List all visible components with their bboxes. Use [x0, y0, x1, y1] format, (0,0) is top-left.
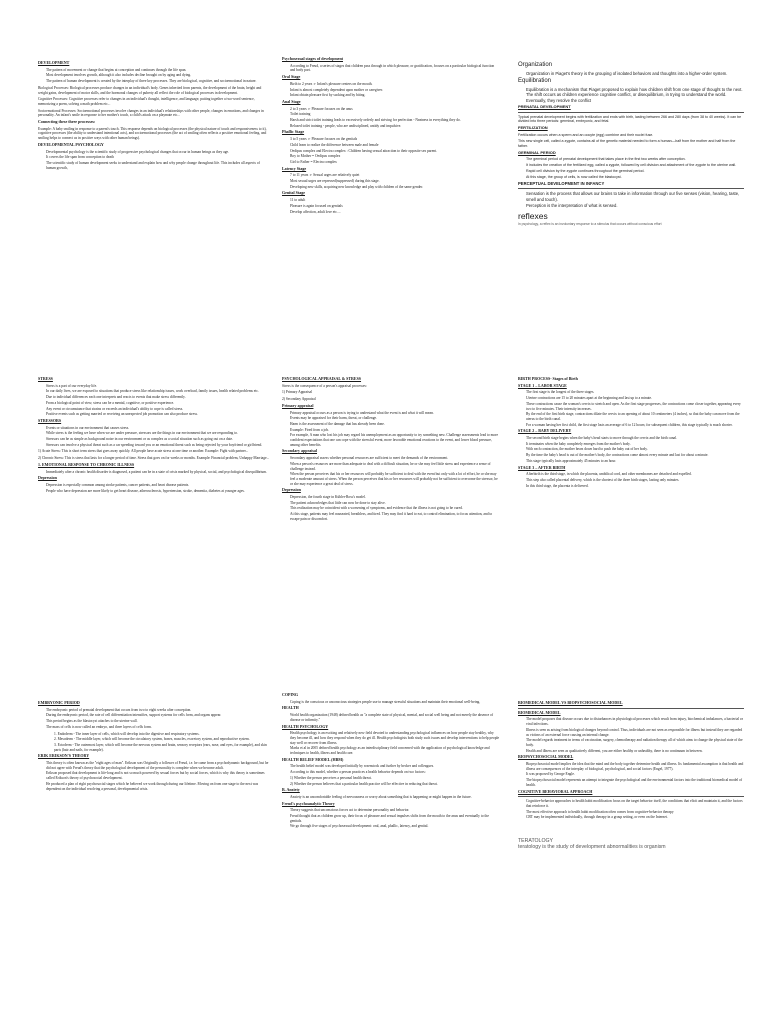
paragraph: Cognitive Processes: Cognitive processes refer to changes in an individual's thought, intelligence, and language, putting together a two-word sentence, memorizing a poem, solving a math problem etc...	[38, 97, 255, 106]
list-item: • This realization may be coincident with a worsening of symptoms, and evidence that the illness is not going to be cured.	[290, 506, 500, 511]
list-item: • Depression is especially common among stroke patients, cancer patients, and heart disease patients.	[46, 483, 270, 488]
heading-secondary-appraisal: Secondary appraisal	[282, 448, 318, 454]
list-item: • 2 to 3 years ➢ Pleasure focuses on the anus	[290, 107, 500, 112]
list-item: • Harsh and strict toilet training leads to excessively orderly and striving for perfection - Neatness in everything they do.	[290, 118, 500, 123]
list-item: • Most development involves growth, although it also includes decline brought on by aging and dying.	[46, 73, 270, 78]
list-item: • Harm is the assessment of the damage that has already been done.	[290, 422, 500, 427]
list-item: • Equilibration is a mechanism that Piaget proposed to explain how children shift from one stage of thought to the next. The shift occurs as children experience cognitive conflict, or disequilibrium, in trying to understand the world. Eventually, they resolve the conflict	[526, 87, 744, 103]
list	[282, 713, 500, 722]
list	[38, 761, 270, 791]
paragraph: In psychology, a reflex is an involuntary response to a stimulus that occurs without conscious effort	[518, 222, 662, 227]
heading-cognitive-behavioral: COGNITIVE BEHAVIORAL APPROACH	[518, 788, 593, 794]
list	[518, 71, 744, 76]
list-item: • 11 to adult	[290, 198, 500, 203]
list-item: 2. Mesoderm - The middle layer, which will become the circulatory system, bones, muscles, excretory system, and reproductive system.	[54, 737, 250, 742]
list-item: • For a woman having her first child, the first stage lasts an average of 6 to 12 hours; for subsequent children, this stage typically is much shorter.	[526, 423, 744, 428]
list-item: • Stress is a part of our everyday life.	[46, 384, 270, 389]
panel-psychosexual	[282, 56, 500, 356]
list	[518, 472, 744, 488]
list-item: • The germinal period of prenatal development that takes place in the first two weeks after conception.	[526, 157, 744, 162]
list	[38, 150, 270, 171]
list-item: • At this stage, patients may feel nauseated, breathless, and tired. They may find it hard to eat, to control elimination, to focus attention, and to escape pain or discomfort.	[290, 512, 500, 521]
heading-hbm: HEALTH BELIEF MODEL (HBM)	[282, 756, 344, 762]
heading-primary-appraisal: Primary appraisal	[282, 402, 314, 408]
panel-coping-health	[282, 692, 500, 1012]
paragraph: 1) Acute Stress: This is short term stress that goes away quickly. All people have acute stress at one time or another. Example: Fight with partner...	[38, 449, 249, 454]
list-item: • At this stage, the group of cells, is now called the blastocyst.	[526, 175, 744, 180]
heading-depression: Depression	[38, 475, 57, 481]
list	[38, 426, 270, 448]
list-item: • The pattern of human development is created by the interplay of three key processes. They are biological, cognitive, and socioemotional in nature.	[46, 79, 270, 84]
list-item: • The model regards treatment in terms of vaccination, surgery, chemotherapy and radiation therapy all of which aims to change the physical state of the body.	[526, 738, 744, 747]
list-item: • Uterine contractions are 15 to 20 minutes apart at the beginning and last up to a minute.	[526, 396, 744, 401]
list-layers	[38, 732, 270, 753]
list-item: • Afterbirth is the third stage, in which the placenta, umbilical cord, and other membranes are detached and expelled.	[526, 472, 744, 477]
list-item: • Developing new skills, acquiring new knowledge and play with children of the same gender.	[290, 185, 500, 190]
list-item: • Infant is almost completely dependent upon mother or caregiver.	[290, 88, 500, 93]
list-item: • By the end of the first birth stage, contractions dilate the cervix to an opening of about 10 centimeters (4 inches), so that the baby can move from the uterus to the birth canal.	[526, 412, 744, 421]
paragraph-teratology: teratology is the study of development abnormalities is organism	[518, 844, 666, 851]
list	[282, 456, 500, 486]
list	[518, 157, 744, 179]
heading-anal: Anal Stage	[282, 98, 301, 104]
heading-perceptual: PERCEPTUAL DEVELOPMENT IN INFANCY	[518, 181, 605, 187]
list	[282, 764, 500, 786]
paragraph: Biological Processes: Biological processes produce changes in an individual's body. Genes inherited from parents, the development of the brain, height and weight gains, development of motor skills, and the hormonal changes of puberty all reflect the role of biological processes in development.	[38, 85, 262, 95]
list-item: 3. Ectoderm - The outermost layer, which will become the nervous system and brain, sensory receptors (ears, nose, and eyes, for example), and skin parts (hair and nails, for example).	[54, 742, 267, 752]
list-item: • Primary appraisal occurs as a person is trying to understand what the event is and what it will mean.	[290, 411, 500, 416]
heading-stage-2: STAGE 2 – BABY DELIVERY	[518, 428, 572, 434]
heading-emotional-response: 1. EMOTIONAL RESPONSE TO CHRONIC ILLNESS	[38, 461, 135, 467]
list-item: • Developmental psychology is the scientific study of progressive psychological changes that occur in human beings as they age.	[46, 150, 270, 155]
heading-phallic: Phallic Stage	[282, 129, 305, 135]
heading-reflexes: reflexes	[518, 211, 548, 222]
list	[282, 795, 500, 800]
heading-genital: Genital Stage	[282, 190, 305, 196]
panel-piaget-prenatal	[518, 60, 744, 350]
list	[282, 82, 500, 98]
divider	[518, 796, 744, 797]
heading-stress: STRESS	[38, 376, 53, 381]
list-item: • Immediately after a chronic health disorder is diagnosed, a patient can be in a state of crisis marked by physical, social, and psychological disequilibrium.	[46, 470, 270, 475]
panel-development	[38, 60, 270, 350]
list-item: • The scientific study of human development seeks to understand and explain how and why people change throughout life. This includes all aspects of human growth,	[46, 161, 270, 170]
list-item: • 2) Whether the person believes that a particular health practice will be effective in reducing that threat.	[290, 782, 500, 787]
paragraph: 1) Primary Appraisal	[282, 390, 313, 395]
list	[518, 191, 744, 208]
list-item: • Most sexual urges are repressed(suppressed) during this stage.	[290, 179, 500, 184]
list-item: • In this third stage, the placenta is delivered.	[526, 484, 744, 489]
list-item: • Pleasure is again focused on genitals	[290, 204, 500, 209]
heading-teratology: TERATOLOGY	[518, 838, 553, 845]
list-item: • Events or situations in our environment that causes stress.	[46, 426, 270, 431]
list-item: • With each contraction, the mother bears down hard to push the baby out of her body.	[526, 447, 744, 452]
paragraph: Typical prenatal development begins with fertilization and ends with birth, lasting between 266 and 280 days (from 38 to 40 weeks). It can be divided into three periods: germinal, embryonic, and fetal.	[518, 114, 742, 124]
heading-stressors: STRESSORS	[38, 417, 62, 423]
subheading: Connecting these three processes:	[38, 119, 96, 125]
list-item: • CBT may be implemented individually, through therapy in a group setting, or even on the Internet.	[526, 815, 744, 820]
list-item: • For example, A man who lost his job may regard his unemployment as an opportunity to try something new. Challenge assessments lead to more confident expectations that one can cope with the stressful event, more favorable emotional reactions to the event, and lower blood pressure, among other benefits.	[290, 433, 500, 447]
heading-erikson: ERIK ERIKSON'S THEORY	[38, 753, 90, 759]
list-item: • Sensation is the process that allows our brains to take in information through our five senses (vision, hearing, taste, smell and touch).	[526, 191, 744, 201]
list-item: • The model proposes that disease occurs due to disturbances in physiological processes which result from injury, biochemical imbalances, a bacterial or viral infections.	[526, 717, 744, 726]
list	[282, 137, 500, 165]
list-item: • He produced a plan of eight psychosocial stages which he believed we work through during our lifetime. Moving on from one stage to the next was dependent on the individual resolving a personal, developmental crisis.	[46, 782, 270, 791]
list-item: • According to Freud, a series of stages that children pass through in which pleasure, or gratification, focuses on a particular biological function and body part.	[290, 64, 500, 73]
list-item: • Birth to 2 years ➢ Infant's pleasure centers on the mouth.	[290, 82, 500, 87]
list-item: • While stress is the feeling we have when we are under pressure, stressors are the things in our environment that we are responding to.	[46, 431, 270, 436]
heading-germinal: GERMINAL PERIOD	[518, 149, 556, 155]
list-item: • The biopsychosocial model represents an attempt to integrate the psychological and the environmental factors into the traditional biomedical model of health.	[526, 778, 744, 787]
heading-developmental-psychology: DEVELOPMENTAL PSYCHOLOGY	[38, 141, 104, 147]
heading-models: BIOMEDICAL MODEL VS BIOPSYCHOSOCIAL MODEL	[518, 700, 623, 705]
list-item: • Illness is seen as arising from biological changes beyond control. Thus, individuals are not seen as responsible for illness but instead they are regarded as victims of an external force causing an internal change.	[526, 728, 744, 737]
list-item: • Coping is the conscious or unconscious strategies people use to manage stressful situations and maintain their emotional well-being.	[290, 700, 500, 705]
list-item: • The embryonic period of prenatal development that occurs from two to eight weeks after conception.	[46, 708, 270, 713]
list-item: • Infant obtain pleasure first by sucking and by biting.	[290, 93, 500, 98]
panel-stress	[38, 376, 270, 676]
list-item: • Boy to Mother = Oedipus complex	[290, 154, 500, 159]
list	[518, 799, 744, 820]
list-item: • When the person perceives that his or her resources will probably be sufficient to deal with the event but only with a lot of effort, he or she may feel a moderate amount of stress. When the person perceives that his or her resources will probably not be sufficient to overcome the stressor, he or she may experience a great deal of stress.	[290, 472, 500, 486]
heading-birth-process: BIRTH PROCESS- Stages of Birth	[518, 376, 578, 381]
list-item: • It covers the life span from conception to death	[46, 155, 270, 160]
list-item: • Erikson proposed that development is life-long and is not so much powered by sexual forces but by social forces, which is why this theory is sometimes called Erikson's theory of psychosocial development.	[46, 771, 270, 780]
list-item: • Positive events such as getting married or receiving an unexpected job promotion can also produce stress.	[46, 412, 270, 417]
paragraph: Fertilization occurs when a sperm and an oocyte (egg) combine and their nuclei fuse.	[518, 132, 654, 137]
list-item: • This step also called placental delivery, which is the shortest of the three birth stages, lasting only minutes.	[526, 478, 744, 483]
heading-anxiety: B. Anxiety	[282, 787, 300, 793]
list-item: • Relaxed toilet training - people, who are undisciplined, untidy and impulsive.	[290, 124, 500, 129]
heading-development: DEVELOPMENT	[38, 60, 70, 65]
heading-fertilization: FERTILIZATION	[518, 124, 548, 130]
list-item: • Example: Fired from a job.	[290, 428, 500, 433]
list-item: • These contractions cause the woman's cervix to stretch and open. As the first stage progresses, the contractions come closer together, appearing every two to five minutes. Their intensity increases.	[526, 402, 744, 411]
list	[38, 470, 270, 475]
list-item: • 1) Whether the person perceives a personal health threat.	[290, 776, 500, 781]
list-item: • Freud thought that as children grow up, their focus of pleasure and sexual impulses shifts from the mouth to the anus and eventually to the genitals.	[290, 814, 500, 823]
list-item: • Health and illness are seen as qualitatively different, you are either healthy or unhealthy, there is no continuum in between.	[526, 749, 744, 754]
list	[282, 495, 500, 522]
heading-prenatal: PRENATAL DEVELOPMENT	[518, 103, 571, 109]
heading-biomedical-model: BIOMEDICAL MODEL	[518, 709, 561, 715]
list	[518, 436, 744, 464]
list-item: • Stressors can be as simple as background noise in our environment or as complex as a social situation such as going out on a date.	[46, 437, 270, 442]
list-item: • Stressors can involve a physical threat such as a car speeding toward you or an emotional threat such as being rejected by your boyfriend or girlfriend.	[46, 443, 270, 448]
list	[518, 717, 744, 753]
list-item: • The patient acknowledges that little can now be done to stay alive.	[290, 501, 500, 506]
list-item: • This period begins as the blastocyst attaches to the uterine wall.	[46, 719, 270, 724]
list-item: • Oedipus complex and Electra complex : Children having sexual attraction to their opposite sex parent.	[290, 149, 500, 154]
list	[282, 64, 500, 73]
heading-oral: Oral Stage	[282, 74, 301, 80]
list	[282, 173, 500, 189]
list-item: • The pattern of movement or change that begins at conception and continues through the life span.	[46, 68, 270, 73]
list	[518, 87, 744, 103]
list-item: • By the time the baby's head is out of the mother's body, the contractions come almost every minute and last for about a minute.	[526, 453, 744, 458]
list-item: • 7 to 11 years ➢ Sexual urges are relatively quiet	[290, 173, 500, 178]
divider	[518, 112, 744, 113]
list-item: • 3 to 5 years ➢ Pleasure focuses on the genitals	[290, 137, 500, 142]
paragraph: 2) Chronic Stress: This is stress that lasts for a longer period of time. Stress that goes on for weeks or months. Example: Financial problem, Unhappy Marriage...	[38, 456, 270, 461]
list-item: • World health organization (1948) defined health as "a complete state of physical, mental, and social well being and not merely the absence of disease or infirmity."	[290, 713, 500, 722]
heading-biopsychosocial-model: BIOPSYCHOSOCIAL MODEL	[518, 754, 574, 760]
list	[282, 808, 500, 829]
list-item: • The health belief model was developed initially by rosenstock and further by becker and colleagues.	[290, 764, 500, 769]
list-item: • Perception is the interpretation of what is sensed.	[526, 203, 744, 208]
list-item: • Due to individual differences each one interprets and reacts to events that make stress differently.	[46, 395, 270, 400]
heading-embryonic: EMBRYONIC PERIOD	[38, 700, 80, 705]
divider	[518, 188, 744, 189]
list-item: • When a person's resources are more than adequate to deal with a difficult situation, he or she may feel little stress and experience a sense of challenge instead.	[290, 462, 500, 471]
heading-organization: Organization	[518, 62, 553, 68]
list-development	[38, 68, 270, 84]
list	[38, 384, 270, 417]
list	[282, 411, 500, 448]
list-item: • Depression, the fourth stage in Kübler-Ross's model.	[290, 495, 500, 500]
list-item: • Events may be appraised for their harm, threat, or challenge.	[290, 416, 500, 421]
list-item: • Girl to Father = Electra complex	[290, 160, 500, 165]
heading-equilibration: Equilibration	[518, 78, 552, 85]
list-item: • The most effective approach to health habit modification often comes from cognitive-behavior therapy	[526, 810, 744, 815]
list-item: • Cognitive-behavior approaches to health habit modification focus on the target behavior itself, the conditions that elicit and maintain it, and the factors that reinforce it.	[526, 799, 744, 808]
paragraph: This new single cell, called a zygote, contains all of the genetic material needed to form a human—half from the mother and half from the father.	[518, 139, 736, 149]
list-item: • Anxiety is an uncomfortable feeling of nervousness or worry about something that is happening or might happen in the future.	[290, 795, 500, 800]
list-item: • The first stage is the longest of the three stages.	[526, 390, 744, 395]
panel-embryonic	[38, 700, 270, 1010]
list	[518, 762, 744, 788]
list-item: • According to this model, whether a person practices a health behavior depends on two factors:	[290, 770, 500, 775]
panel-appraisal	[282, 376, 500, 676]
list-item: • Toilet training	[290, 112, 500, 117]
heading-appraisal: PSYCHOLOGICAL APPRAISAL & STRESS	[282, 376, 362, 381]
heading-health: HEALTH	[282, 705, 299, 711]
list-item: • Any event or circumstance that strains or exceeds an individual's ability to cope is called stress.	[46, 407, 270, 412]
list-item: • Health psychology is an exciting and relatively new field devoted to understanding psychological influences on how people stay healthy, why they become ill, and how they respond when they do get ill. Health psychologists both study such issues and develop interventions to help people stay well or recover from illness.	[290, 731, 500, 745]
list-item: • The second birth stage begins when the baby's head starts to move through the cervix and the birth canal.	[526, 436, 744, 441]
list-item: • This stage typically lasts approximately 45 minutes to an hour.	[526, 459, 744, 464]
list-item: • Theory suggests that unconscious forces act to determine personality and behavior.	[290, 808, 500, 813]
list-item: • We go through five stages of psychosexual development: oral, anal, phallic, latency, and genital.	[290, 824, 500, 829]
list-item: • Secondary appraisal assess whether personal resources are sufficient to meet the demands of the environment.	[290, 456, 500, 461]
list	[282, 731, 500, 756]
heading-freud: Freud's psychoanalytic Theory	[282, 800, 335, 806]
heading-stage-1: STAGE 1 – LABOR STAGE	[518, 382, 567, 388]
list-item: • Develop affection, adult love etc....	[290, 210, 500, 215]
list-item: • It was proposed by George Engle.	[526, 772, 744, 777]
list-item: • Organization in Piaget's theory is the grouping of isolated behaviors and thoughts into a higher-order system.	[526, 71, 744, 76]
list-item: • This theory is often known as the "eight ages of man". Erikson was Originally a follower of Freud, i.e. he came from a psychodynamic background, but he did not agree with Freud's theory that the psychological development of the personality is complete when we become adult.	[46, 761, 270, 770]
list-item: • In our daily lives, we are exposed to situations that produce stress like relationship issues, work overload, family issues, health related problems etc.	[46, 389, 270, 394]
list-item: • Rapid cell division by the zygote continues throughout the germinal period.	[526, 169, 744, 174]
list	[38, 483, 270, 493]
paragraph: Example: A baby smiling in response to a parent's touch. This response depends on biological processes (the physical nature of touch and responsiveness to it), cognitive processes (the ability to understand intentional acts), and socioemotional processes (the act of smiling often reflects a positive emotional feeling, and smiling helps to connect us in positive ways with other human beings).	[38, 126, 267, 141]
list-item: • It includes the creation of the fertilized egg, called a zygote, followed by cell division and attachment of the zygote to the uterine wall.	[526, 163, 744, 168]
list-item: • Child learn to realize the difference between male and female	[290, 143, 500, 148]
list-item: • Biopsychosocial model implies the idea that the mind and the body together determine health and illness. Its fundamental assumption is that health and illness are consequences of the interplay of biological, psychological, and social factors (Engel, 1977).	[526, 762, 744, 771]
list-item: • It terminates when the baby completely emerges from the mother's body.	[526, 442, 744, 447]
list	[282, 198, 500, 214]
panel-birth-process	[518, 376, 744, 676]
heading-psychosexual: Psychosexual stages of development	[282, 56, 343, 61]
paragraph: Stress is the consequence of a person's appraisal processes:	[282, 383, 367, 388]
panel-biomedical	[518, 700, 744, 1010]
list-item: 1. Endoderm - The inner layer of cells, which will develop into the digestive and respiratory systems.	[54, 731, 200, 736]
divider	[518, 708, 744, 709]
heading-health-psychology: HEALTH PSYCHOLOGY	[282, 723, 329, 729]
list-item: • From a biological point of view, stress can be a mental, cognitive, or positive experience.	[46, 401, 270, 406]
heading-depression: Depression	[282, 487, 301, 493]
heading-stage-3: STAGE 3 – AFTER BIRTH	[518, 464, 566, 470]
list	[518, 390, 744, 427]
list	[282, 700, 500, 705]
list-item: • Marks et al in 2005 defined health psychology as an interdisciplinary field concerned with the application of psychological knowledge and techniques to health, illness and health care.	[290, 746, 500, 755]
list-item: • The mass of cells is now called an embryo, and three layers of cells form.	[46, 725, 270, 730]
paragraph: Socioemotional Processes: Socioemotional processes involve changes in an individual's relationships with other people, changes in emotions, and changes in personality. An infant's smile in response to her mother's touch, a child's attack on a playmate etc...	[38, 108, 264, 118]
paragraph: 2) Secondary Appraisal	[282, 397, 316, 402]
heading-latency: Latency Stage	[282, 165, 307, 171]
list-item: • People who have depression are more likely to get heart disease, atherosclerosis, hypertension, stroke, dementia, diabetes at younger ages.	[46, 489, 270, 494]
list	[282, 107, 500, 129]
list	[38, 708, 270, 730]
list-item: • During the embryonic period, the rate of cell differentiation intensifies, support systems for cells form, and organs appear.	[46, 713, 270, 718]
heading-coping: COPING	[282, 692, 298, 697]
